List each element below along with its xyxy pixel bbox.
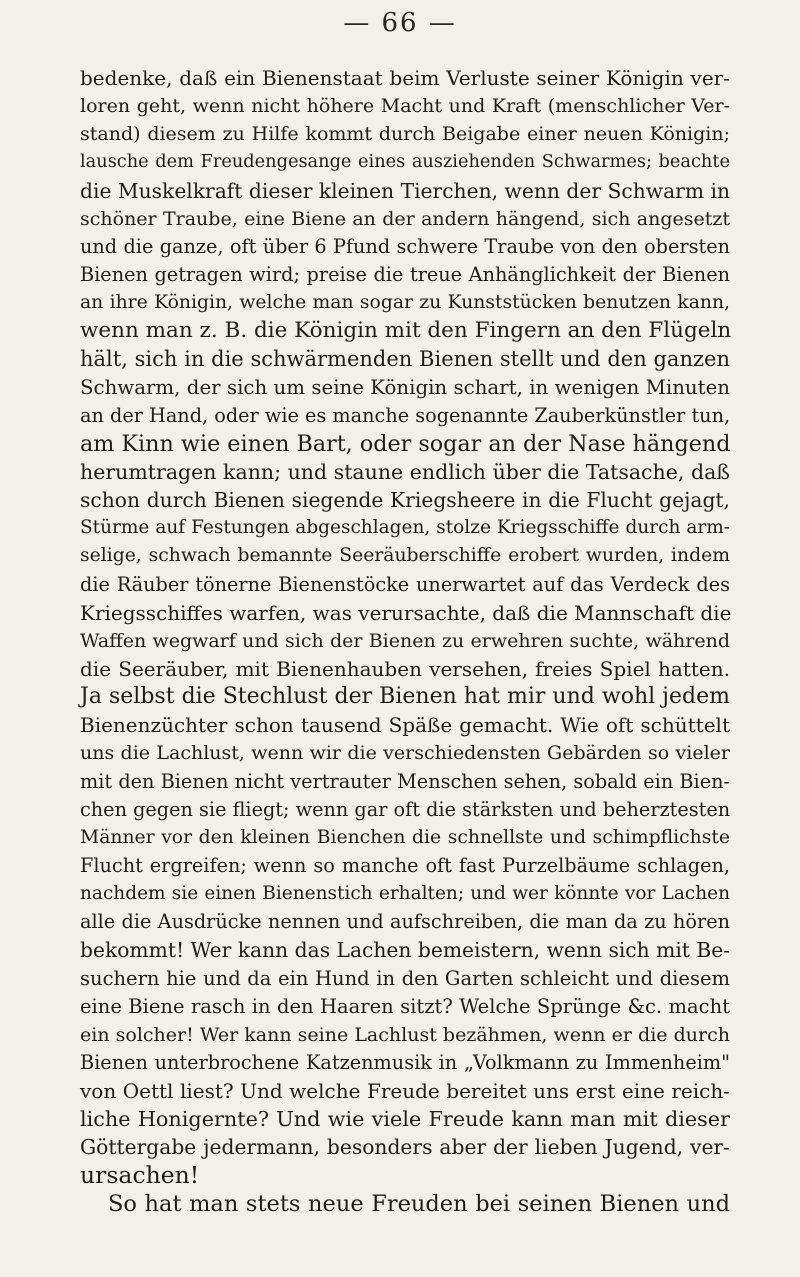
text-line: die Muskelkraft dieser kleinen Tierchen, wenn der Schwarm in — [80, 178, 730, 203]
text-line: So hat man stets neue Freuden bei seinen Bienen und — [108, 1190, 730, 1217]
text-line: Bienen getragen wird; preise die treue Anhänglichkeit der Bienen — [80, 262, 730, 286]
text-line: und die ganze, oft über 6 Pfund schwere Traube von den obersten — [80, 234, 730, 258]
text-line: von Oettl liest? Und welche Freude bereitet uns erst eine reich- — [80, 1079, 730, 1104]
text-line: Männer vor den kleinen Bienchen die schnellste und schimpflichste — [80, 826, 730, 848]
text-line: Waffen wegwarf und sich der Bienen zu erwehren suchte, während — [80, 629, 730, 652]
text-line: Göttergabe jedermann, besonders aber der lieben Jugend, ver- — [80, 1135, 730, 1160]
text-line: alle die Ausdrücke nennen und aufschreiben, die man da zu hören — [80, 910, 730, 934]
text-line: ein solcher! Wer kann seine Lachlust bezähmen, wenn er die durch — [80, 1023, 730, 1046]
text-line: Stürme auf Festungen abgeschlagen, stolze Kriegsschiffe durch arm- — [80, 517, 730, 539]
text-line: am Kinn wie einen Bart, oder sogar an der Nase hängend — [80, 430, 731, 457]
text-line: nachdem sie einen Bienenstich erhalten; und wer könnte vor Lachen — [80, 883, 730, 905]
text-line: hält, sich in die schwärmenden Bienen stellt und den ganzen — [80, 347, 730, 372]
page-number: — 66 — — [343, 8, 457, 38]
text-line: uns die Lachlust, wenn wir die verschiedensten Gebärden so vieler — [80, 742, 730, 765]
text-line: schöner Traube, eine Biene an der andern hängend, sich angesetzt — [80, 207, 730, 230]
text-line: liche Honigernte? Und wie viele Freude kann man mit dieser — [80, 1107, 730, 1132]
text-line: die Seeräuber, mit Bienenhauben versehen, freies Spiel hatten. — [80, 656, 730, 681]
text-line: an ihre Königin, welche man sogar zu Kunststücken benutzen kann, — [80, 292, 730, 314]
text-line: an der Hand, oder wie es manche sogenannte Zauberkünstler tun, — [80, 403, 731, 427]
text-line: Ja selbst die Stechlust der Bienen hat mir und wohl jedem — [80, 684, 730, 710]
text-line: lausche dem Freudengesange eines ausziehenden Schwarmes; beachte — [80, 152, 730, 173]
text-line: Schwarm, der sich um seine Königin schart, in wenigen Minuten — [80, 375, 730, 399]
body-text — [80, 64, 730, 1218]
text-line: Bienenzüchter schon tausend Späße gemacht. Wie oft schüttelt — [80, 713, 730, 738]
text-line: die Räuber tönerne Bienenstöcke unerwartet auf das Verdeck des — [80, 572, 730, 596]
text-line: schon durch Bienen siegende Kriegsheere in die Flucht gejagt, — [80, 488, 730, 513]
text-line: chen gegen sie fliegt; wenn gar oft die stärksten und beherztesten — [80, 797, 731, 821]
text-line: herumtragen kann; und staune endlich über die Tatsache, daß — [80, 459, 730, 484]
text-line: eine Biene rasch in den Haaren sitzt? Welche Sprünge &c. macht — [80, 994, 730, 1018]
text-line: ursachen! — [80, 1161, 200, 1190]
text-line: Kriegsschiffes warfen, was verursachte, daß die Mannschaft die — [80, 600, 732, 625]
text-line: bedenke, daß ein Bienenstaat beim Verluste seiner Königin ver- — [80, 66, 730, 90]
text-line: stand) diesem zu Hilfe kommt durch Beigabe einer neuen Königin; — [80, 123, 730, 146]
text-line: wenn man z. B. die Königin mit den Fingern an den Flügeln — [80, 318, 732, 344]
text-line: selige, schwach bemannte Seeräuberschiffe erobert wurden, indem — [80, 545, 730, 567]
text-line: bekommt! Wer kann das Lachen bemeistern, wenn sich mit Be- — [80, 938, 731, 963]
text-line: mit den Bienen nicht vertrauter Menschen sehen, sobald ein Bien- — [80, 769, 730, 793]
text-line: Flucht ergreifen; wenn so manche oft fast Purzelbäume schlagen, — [80, 853, 730, 877]
text-line: Bienen unterbrochene Katzenmusik in „Volkmann zu Immenheim" — [80, 1050, 730, 1074]
text-line: suchern hie und da ein Hund in den Garten schleicht und diesem — [80, 966, 730, 990]
text-line: loren geht, wenn nicht höhere Macht und Kraft (menschlicher Ver- — [80, 95, 730, 118]
